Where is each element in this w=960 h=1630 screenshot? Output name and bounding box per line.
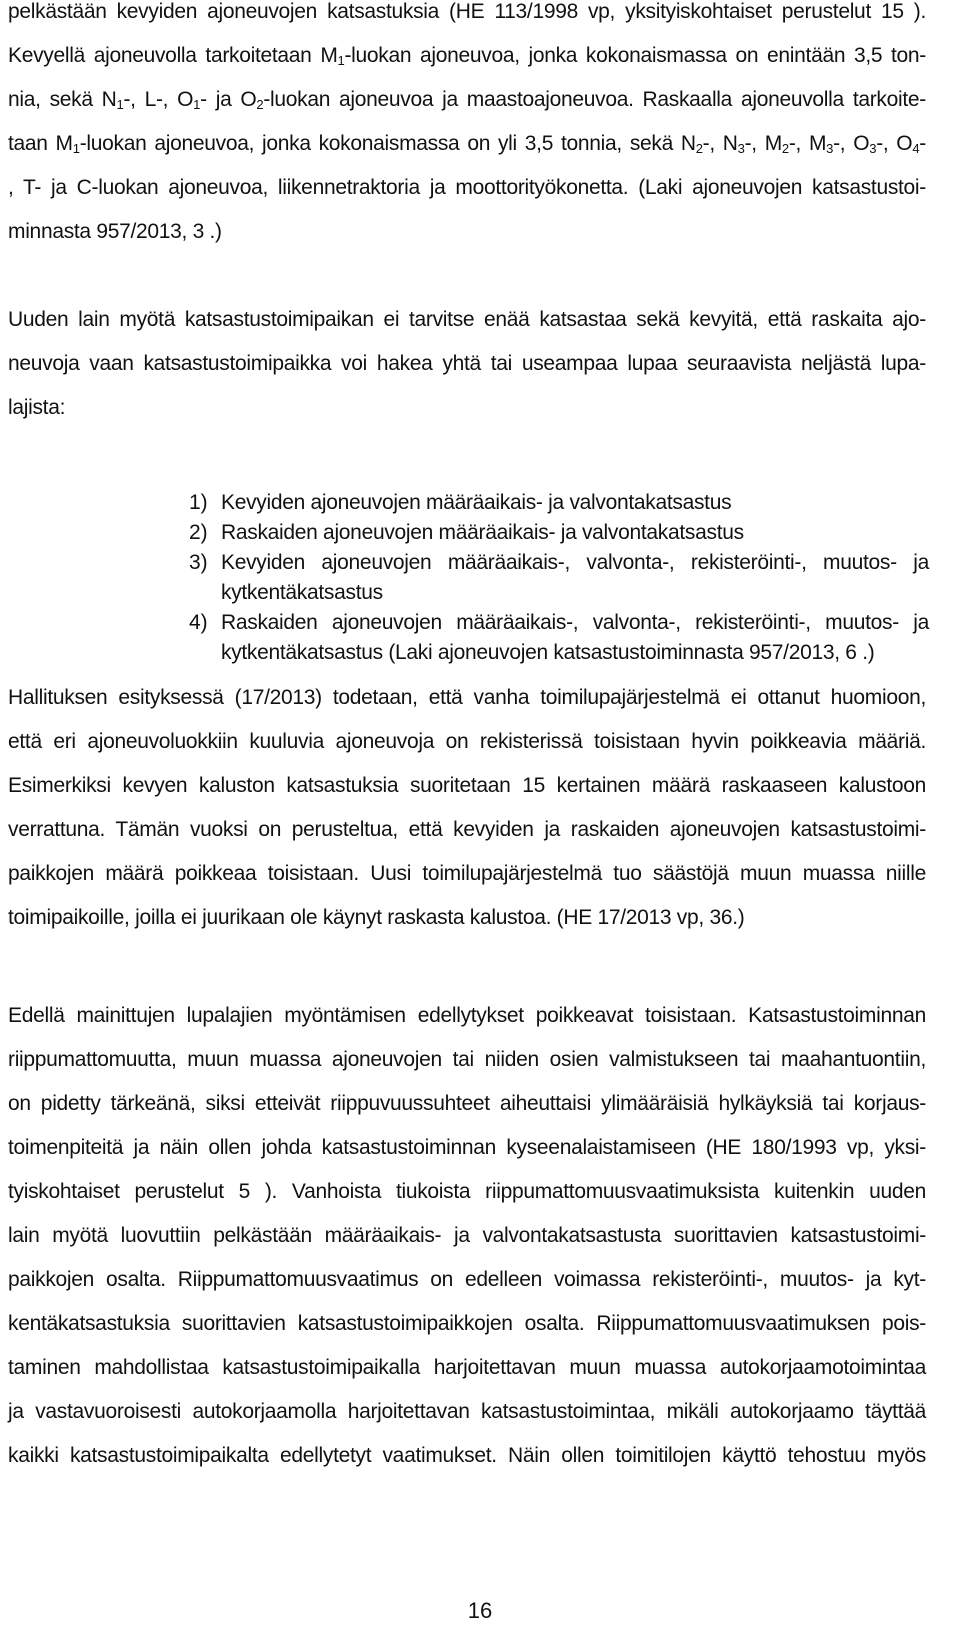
list-item-text: Raskaiden ajoneuvojen määräaikais-, valvonta-, rekisteröinti-, muutos- ja bbox=[221, 611, 929, 634]
list-item-text: Kevyiden ajoneuvojen määräaikais- ja valvontakatsastus bbox=[221, 491, 732, 514]
page-number: 16 bbox=[467, 1598, 493, 1623]
list-number: 2) bbox=[189, 521, 208, 544]
text-line: toimenpiteitä ja näin ollen johda katsastustoiminnan kyseenalaistamiseen (HE 180/1993 vp, yksi- bbox=[8, 1136, 926, 1159]
text-line: Hallituksen esityksessä (17/2013) todetaan, että vanha toimilupajärjestelmä ei ottanut huomioon, bbox=[8, 686, 926, 709]
text-line: lain myötä luovuttiin pelkästään määräaikais- ja valvontakatsastusta suorittavien katsastustoimi- bbox=[8, 1224, 926, 1247]
list-number: 1) bbox=[189, 491, 208, 514]
list-item-text: Kevyiden ajoneuvojen määräaikais-, valvonta-, rekisteröinti-, muutos- ja bbox=[221, 551, 929, 574]
text-line: riippumattomuutta, muun muassa ajoneuvojen tai niiden osien valmistukseen tai maahantuontiin, bbox=[8, 1048, 926, 1071]
text-line: paikkojen määrä poikkeaa toisistaan. Uusi toimilupajärjestelmä tuo säästöjä muun muassa niille bbox=[8, 862, 926, 885]
text-line: verrattuna. Tämän vuoksi on perusteltua, että kevyiden ja raskaiden ajoneuvojen katsastustoimi- bbox=[8, 818, 926, 841]
text-line: Esimerkiksi kevyen kaluston katsastuksia suoritetaan 15 kertainen määrä raskaaseen kalustoon bbox=[8, 774, 926, 797]
list-item-text: Raskaiden ajoneuvojen määräaikais- ja valvontakatsastus bbox=[221, 521, 744, 544]
text-line: taminen mahdollistaa katsastustoimipaikalla harjoitettavan muun muassa autokorjaamotoimintaa bbox=[8, 1356, 926, 1379]
text-line: tyiskohtaiset perustelut 5 ). Vanhoista tiukoista riippumattomuusvaatimuksista kuitenkin uuden bbox=[8, 1180, 926, 1203]
text-line: kaikki katsastustoimipaikalta edellytetyt vaatimukset. Näin ollen toimitilojen käyttö tehostuu myös bbox=[8, 1444, 926, 1467]
list-item bbox=[189, 488, 929, 518]
list-item-text: kytkentäkatsastus (Laki ajoneuvojen katsastustoiminnasta 957/2013, 6 .) bbox=[221, 641, 875, 664]
text-line: ja vastavuoroisesti autokorjaamolla harjoitettavan katsastustoimintaa, mikäli autokorjaamo täyttää bbox=[8, 1400, 926, 1423]
text-line: , T- ja C-luokan ajoneuvoa, liikennetraktoria ja moottorityökonetta. (Laki ajoneuvojen katsastustoi- bbox=[8, 176, 926, 199]
list-item bbox=[189, 518, 929, 548]
text-line: Kevyellä ajoneuvolla tarkoitetaan $M_1$-luokan ajoneuvoa, jonka kokonaismassa on enintään 3,5 ton- bbox=[8, 44, 926, 68]
paragraph-government-proposal bbox=[8, 686, 926, 950]
list-item-text: kytkentäkatsastus bbox=[221, 581, 383, 604]
text-line: pelkästään kevyiden ajoneuvojen katsastuksia (HE 113/1998 vp, yksityiskohtaiset perustelut 15 ). bbox=[8, 0, 926, 23]
list-number: 3) bbox=[189, 551, 208, 574]
text-line: nia, sekä $N_1-$, L-, $O_1-$ ja $O_2$-luokan ajoneuvoa ja maastoajoneuvoa. Raskaalla ajoneuvolla tarkoite- bbox=[8, 88, 926, 112]
paragraph-definitions bbox=[8, 0, 926, 264]
text-line: Edellä mainittujen lupalajien myöntämisen edellytykset poikkeavat toisistaan. Katsastustoiminnan bbox=[8, 1004, 926, 1027]
paragraph-new-law bbox=[8, 308, 926, 440]
license-type-list bbox=[189, 488, 929, 668]
paragraph-independence bbox=[8, 1004, 926, 1488]
list-item bbox=[189, 548, 929, 608]
list-item bbox=[189, 608, 929, 668]
text-line: paikkojen osalta. Riippumattomuusvaatimus on edelleen voimassa rekisteröinti-, muutos- ja kyt- bbox=[8, 1268, 926, 1291]
text-line: minnasta 957/2013, 3 .) bbox=[8, 220, 222, 243]
text-line: neuvoja vaan katsastustoimipaikka voi hakea yhtä tai useampaa lupaa seuraavista neljästä lupa- bbox=[8, 352, 926, 375]
text-line: että eri ajoneuvoluokkiin kuuluvia ajoneuvoja on rekisterissä toisistaan hyvin poikkeavia määriä. bbox=[8, 730, 926, 753]
text-line: kentäkatsastuksia suorittavien katsastustoimipaikkojen osalta. Riippumattomuusvaatimuksen pois- bbox=[8, 1312, 926, 1335]
text-line: Uuden lain myötä katsastustoimipaikan ei tarvitse enää katsastaa sekä kevyitä, että raskaita ajo- bbox=[8, 308, 926, 331]
text-line: lajista: bbox=[8, 396, 66, 419]
list-number: 4) bbox=[189, 611, 208, 634]
text-line: toimipaikoille, joilla ei juurikaan ole käynyt raskasta kalustoa. (HE 17/2013 vp, 36.) bbox=[8, 906, 745, 929]
text-line: taan $M_1$-luokan ajoneuvoa, jonka kokonaismassa on yli 3,5 tonnia, sekä $N_2-$, $N_3-$, $M_2-$, $M_3-$, $O_3-$, $O_4-$ bbox=[8, 132, 926, 156]
text-line: on pidetty tärkeänä, siksi etteivät riippuvuussuhteet aiheuttaisi ylimääräisiä hylkäyksiä tai korjaus- bbox=[8, 1092, 926, 1115]
